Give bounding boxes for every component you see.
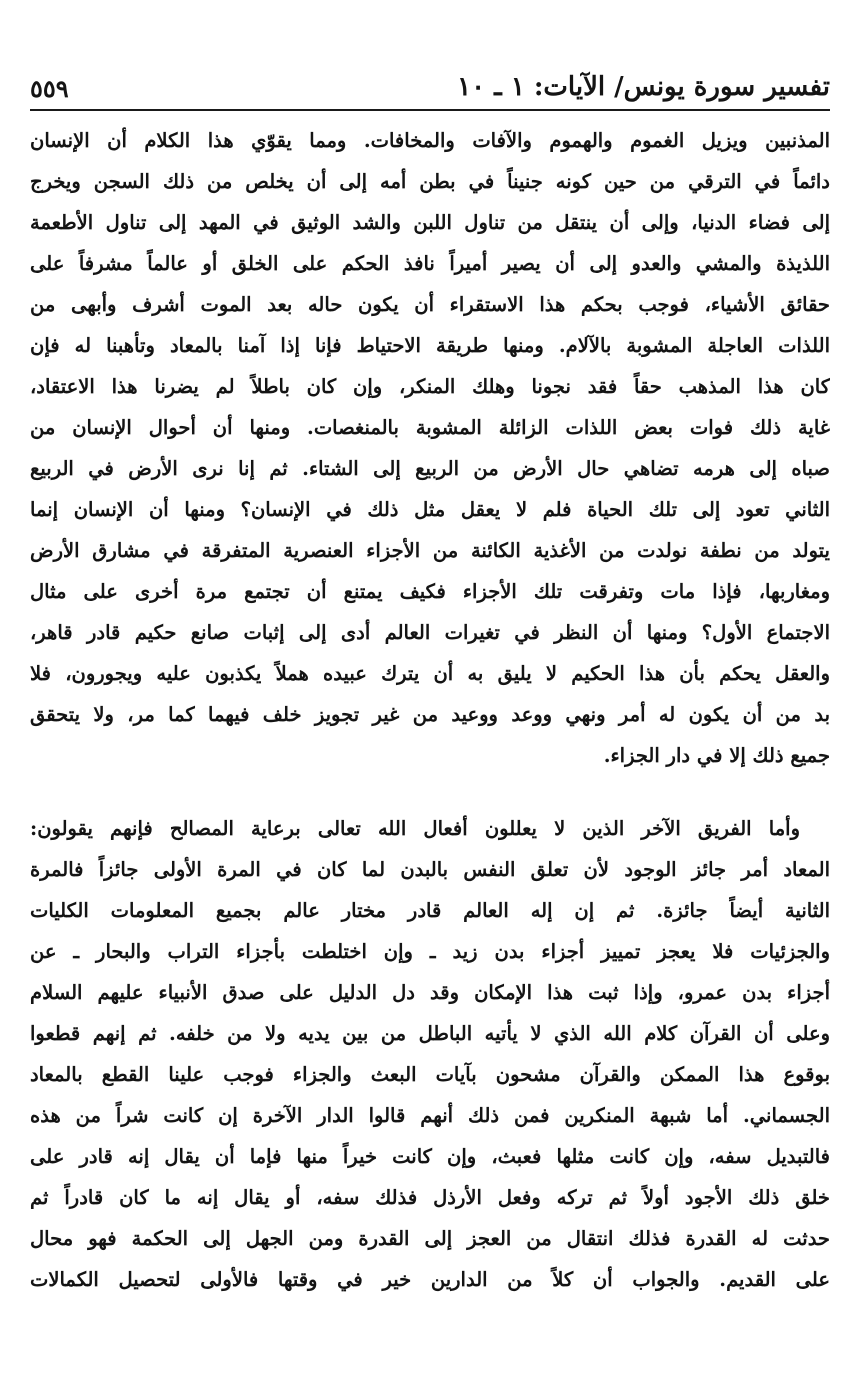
text-line: جميع ذلك إلا في دار الجزاء. [603, 744, 830, 767]
text-line: اللذات العاجلة المشوبة بالآلام. ومنها طريقة الاحتياط فإنا إذا آمنا بالمعاد وتأهبنا له فإن [30, 334, 830, 357]
header-rule [30, 109, 830, 111]
text-line: والجزئيات فلا يعجز تمييز أجزاء بدن زيد ـ وإن اختلطت بأجزاء التراب والبحار ـ عن [30, 940, 830, 963]
text-line: والعقل يحكم بأن هذا الحكيم لا يليق به أن يترك عبيده هملاً يكذبون عليه ويجورون، فلا [30, 662, 830, 685]
text-line: الثانية أيضاً جائزة. ثم إن إله العالم قادر مختار عالم بجميع المعلومات الكليات [30, 899, 830, 922]
paragraph-1 [30, 120, 830, 776]
text-line: ومغاربها، فإذا مات وتفرقت تلك الأجزاء فكيف يمتنع أن تجتمع مرة أخرى على مثال [30, 580, 830, 603]
paragraph-2 [30, 808, 830, 1300]
text-line: خلق ذلك الأجود أولاً ثم تركه وفعل الأرذل فذلك سفه، أو يقال إنه ما كان قادراً ثم [30, 1186, 830, 1209]
text-line: الاجتماع الأول؟ ومنها أن النظر في تغيرات العالم أدى إلى إثبات صانع حكيم قادر قاهر، [30, 621, 830, 644]
text-line: وعلى أن القرآن كلام الله الذي لا يأتيه الباطل من بين يديه ولا من خلفه. ثم إنهم قطعوا [30, 1022, 830, 1045]
text-line: اللذيذة والمشي والعدو إلى أن يصير أميراً نافذ الحكم على الخلق أو عالماً مشرفاً على [30, 252, 830, 275]
text-line: على القديم. والجواب أن كلاً من الدارين خير في وقتها فالأولى لتحصيل الكمالات [30, 1268, 830, 1291]
text-line: الجسماني. أما شبهة المنكرين فمن ذلك أنهم قالوا الدار الآخرة إن كانت شراً من هذه [30, 1104, 830, 1127]
text-line: حدثت له القدرة فذلك انتقال من العجز إلى القدرة ومن الجهل إلى الحكمة فهو محال [30, 1227, 830, 1250]
text-line: المعاد أمر جائز الوجود لأن تعلق النفس بالبدن لما كان في المرة الأولى جائزاً فالمرة [30, 858, 830, 881]
text-line: غاية ذلك فوات بعض اللذات الزائلة المشوبة بالمنغصات. ومنها أن أحوال الإنسان من [30, 416, 830, 439]
chapter-title: تفسير سورة يونس/ الآيات: ١ ـ ١٠ [457, 72, 830, 102]
page-number: ٥٥٩ [30, 74, 69, 103]
running-header [30, 72, 830, 110]
text-line: المذنبين ويزيل الغموم والهموم والآفات والمخافات. ومما يقوّي هذا الكلام أن الإنسان [30, 129, 830, 152]
text-line: أجزاء بدن عمرو، وإذا ثبت هذا الإمكان وقد دل الدليل على صدق الأنبياء عليهم السلام [30, 981, 830, 1004]
text-line: الثاني تعود إلى تلك الحياة فلم لا يعقل مثل ذلك في الإنسان؟ ومنها أن الإنسان إنما [30, 498, 830, 521]
text-line: كان هذا المذهب حقاً فقد نجونا وهلك المنكر، وإن كان باطلاً لم يضرنا هذا الاعتقاد، [30, 375, 830, 398]
text-line: وأما الفريق الآخر الذين لا يعللون أفعال الله تعالى برعاية المصالح فإنهم يقولون: [30, 817, 800, 840]
text-line: فالتبديل سفه، وإن كانت مثلها فعبث، وإن كانت خيراً منها فإما أن يقال إنه قادر على [30, 1145, 830, 1168]
text-line: بد من أن يكون له أمر ونهي ووعد ووعيد من غير تجويز خلف فيهما كما مر، ولا يتحقق [30, 703, 830, 726]
text-line: صباه إلى هرمه تضاهي حال الأرض من الربيع إلى الشتاء. ثم إنا نرى الأرض في الربيع [30, 457, 830, 480]
text-line: إلى فضاء الدنيا، وإلى أن ينتقل من تناول اللبن والشد الوثيق في المهد إلى تناول الأطعمة [30, 211, 830, 234]
text-line: يتولد من نطفة نولدت من الأغذية الكائنة من الأجزاء العنصرية المتفرقة في مشارق الأرض [30, 539, 830, 562]
text-line: دائماً في الترقي من حين كونه جنيناً في بطن أمه إلى أن يخلص من ذلك السجن ويخرج [30, 170, 830, 193]
text-line: بوقوع هذا الممكن والقرآن مشحون بآيات البعث والجزاء فوجب علينا القطع بالمعاد [30, 1063, 830, 1086]
text-line: حقائق الأشياء، فوجب بحكم هذا الاستقراء أن يكون حاله بعد الموت أشرف وأبهى من [30, 293, 830, 316]
